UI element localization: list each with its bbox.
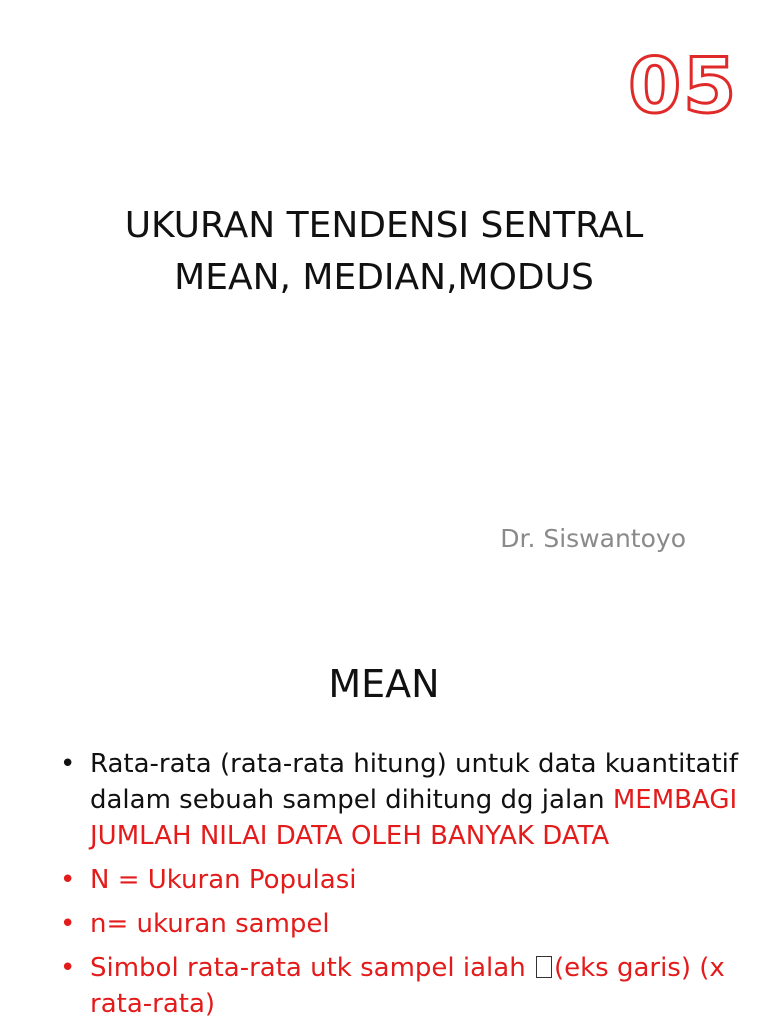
- slide-title: [0, 200, 768, 304]
- missing-glyph-icon: [536, 956, 552, 978]
- bullet-text-cont: (x rata-rata): [90, 953, 725, 1019]
- bullet-dot: •: [60, 909, 76, 939]
- bullet-text: N = Ukuran Populasi: [90, 865, 357, 895]
- author-name: Dr. Siswantoyo: [500, 524, 686, 553]
- bullet-item-population: [60, 862, 750, 898]
- bullet-text-suffix: (eks garis): [553, 953, 691, 983]
- slide-number-badge: 05: [628, 41, 738, 130]
- bullet-item-sample: [60, 906, 750, 942]
- bullet-dot: •: [60, 865, 76, 895]
- bullet-item-definition: [60, 746, 750, 854]
- bullet-dot: •: [60, 749, 76, 779]
- bullet-list: [60, 746, 750, 1024]
- slide-title-line-1: UKURAN TENDENSI SENTRAL: [124, 205, 644, 246]
- bullet-text: Simbol rata-rata utk sampel ialah: [90, 953, 534, 983]
- slide-title-line-2: MEAN, MEDIAN,MODUS: [174, 257, 594, 298]
- bullet-highlight-text: MEMBAGI JUMLAH NILAI DATA OLEH BANYAK DATA: [90, 785, 738, 851]
- mean-heading: MEAN: [328, 662, 440, 706]
- bullet-dot: •: [60, 953, 76, 983]
- bullet-text: n= ukuran sampel: [90, 909, 330, 939]
- bullet-item-symbol: [60, 950, 750, 1022]
- bullet-text: Rata-rata (rata-rata hitung) untuk data kuantitatif dalam sebuah sampel dihitung dg jalan: [90, 749, 739, 815]
- mean-slide: [0, 620, 768, 1024]
